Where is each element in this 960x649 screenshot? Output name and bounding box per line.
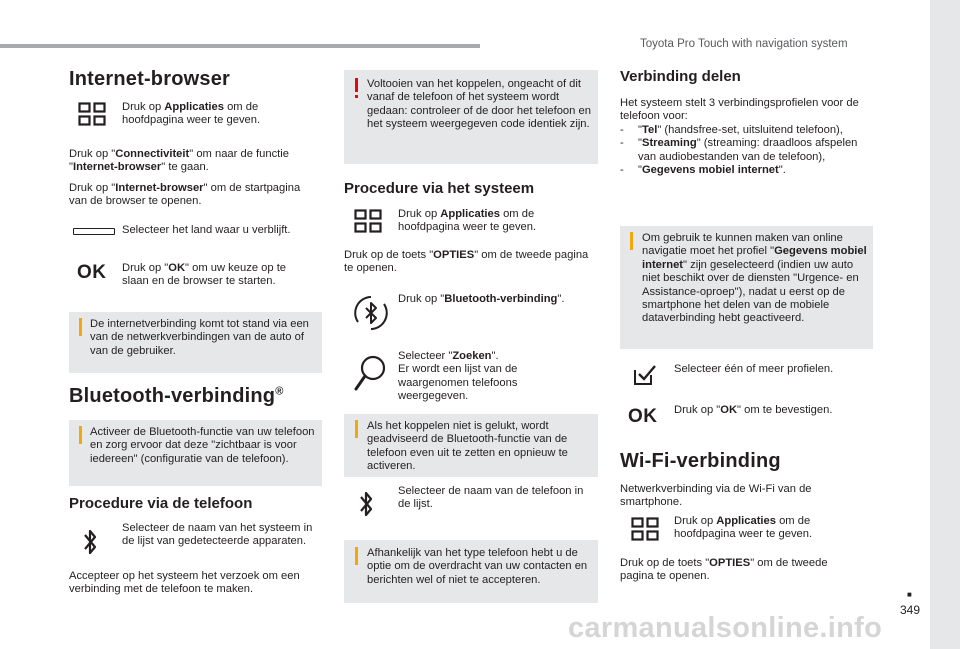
- step-ok-confirm: Druk op "OK" om te bevestigen.: [674, 404, 833, 416]
- step-ok-save: Druk op "OK" om uw keuze op te slaan en de browser te starten.: [122, 262, 287, 288]
- info-failed-text: Als het koppelen niet is gelukt, wordt geadviseerd de Bluetooth-functie van de telefoon even uit te zetten en opnieuw te activeren.: [367, 420, 568, 473]
- para-profiles-intro: Het systeem stelt 3 verbindingsprofielen voor de telefoon voor:: [620, 97, 859, 123]
- watermark: carmanualsonline.info: [568, 612, 883, 644]
- warning-dot: [355, 95, 358, 98]
- continued-marker: ■: [907, 590, 912, 599]
- list-item: - "Tel" (handsfree-set, uitsluitend telefoon),: [620, 124, 843, 136]
- step-bluetooth-connection: Druk op "Bluetooth-verbinding".: [398, 293, 565, 305]
- applications-grid-icon: [631, 517, 659, 541]
- ok-button-icon: OK: [628, 406, 658, 427]
- phone-procedure-title: Procedure via de telefoon: [69, 495, 253, 512]
- para-open-browser: Druk op "Internet-browser" om de startpagina van de browser te openen.: [69, 182, 301, 208]
- bluetooth-title-text: Bluetooth-verbinding: [69, 385, 276, 407]
- page-number: 349: [900, 603, 921, 617]
- info-online-text: Om gebruik te kunnen maken van online navigatie moet het profiel "Gegevens mobiel internet" zijn geselecteerd (indien uw auto niet beschikt over de diensten "Urgence- en Assistance-oproep"), nadat u eerst op de smartphone het delen van de mobiele dataverbinding hebt geactiveerd.: [642, 232, 867, 325]
- para-options-key: Druk op de toets "OPTIES" om de tweede pagina te openen.: [344, 249, 589, 275]
- step-applications-3: Druk op Applicaties om de hoofdpagina weer te geven.: [674, 515, 813, 541]
- step-search: Selecteer "Zoeken". Er wordt een lijst van de waargenomen telefoons weergegeven.: [398, 350, 518, 403]
- info-marker-icon: [355, 547, 358, 565]
- info-box-depends-phone: [344, 540, 598, 603]
- para-connectivity: Druk op "Connectiviteit" om naar de functie "Internet-browser" te gaan.: [69, 148, 289, 174]
- search-icon: [353, 353, 387, 393]
- wifi-title: Wi-Fi-verbinding: [620, 450, 781, 472]
- info-internet-text: De internetverbinding komt tot stand via een van de netwerkverbindingen van de auto of van de gebruiker.: [90, 318, 309, 357]
- info-bluetooth-text: Activeer de Bluetooth-functie van uw telefoon en zorg ervoor dat deze "zichtbaar is voor iedereen" (configuratie van de telefoon).: [90, 426, 315, 465]
- info-marker-icon: [355, 420, 358, 438]
- applications-grid-icon: [78, 102, 106, 126]
- side-panel: [930, 0, 960, 649]
- step-select-phone-name: Selecteer de naam van de telefoon in de lijst.: [398, 485, 584, 511]
- bluetooth-icon: [82, 526, 98, 558]
- info-box-online-navigation: [620, 226, 873, 349]
- step-select-system-name: Selecteer de naam van het systeem in de lijst van gedetecteerde apparaten.: [122, 522, 313, 548]
- ok-button-icon: OK: [77, 262, 107, 283]
- step-applications-2: Druk op Applicaties om de hoofdpagina weer te geven.: [398, 208, 537, 234]
- bluetooth-title: [69, 385, 284, 408]
- warning-box-complete-pairing: [344, 70, 598, 164]
- header-bar: [0, 44, 480, 48]
- bluetooth-circle-icon: [350, 292, 392, 334]
- info-box-pairing-failed: [344, 414, 598, 477]
- applications-grid-icon: [354, 209, 382, 233]
- para-accept-request: Accepteer op het systeem het verzoek om een verbinding met de telefoon te maken.: [69, 570, 300, 596]
- country-bar-icon: [73, 228, 115, 235]
- list-item: - "Gegevens mobiel internet".: [620, 164, 786, 177]
- share-connection-title: Verbinding delen: [620, 68, 741, 85]
- header-title: Toyota Pro Touch with navigation system: [640, 38, 848, 50]
- info-box-bluetooth: [69, 420, 322, 486]
- registered-mark: ®: [275, 385, 284, 398]
- info-marker-icon: [630, 232, 633, 250]
- checkbox-icon: [633, 364, 657, 386]
- list-item: - "Streaming" (streaming: draadloos afspelen van audiobestanden van de telefoon),: [620, 137, 858, 163]
- system-procedure-title: Procedure via het systeem: [344, 180, 535, 197]
- warning-complete-text: Voltooien van het koppelen, ongeacht of dit vanaf de telefoon of het systeem wordt gedaan: controleer of de door het telefoon en het systeem weergegeven code identiek zijn.: [367, 78, 591, 131]
- step-applications: Druk op Applicaties om de hoofdpagina weer te geven.: [122, 101, 261, 127]
- warning-marker-icon: [355, 78, 358, 92]
- profiles-list: [620, 124, 870, 178]
- step-select-country: Selecteer het land waar u verblijft.: [122, 224, 291, 236]
- info-depends-text: Afhankelijk van het type telefoon hebt u de optie om de overdracht van uw contacten en berichten wel of niet te accepteren.: [367, 547, 588, 586]
- para-wifi: Netwerkverbinding via de Wi-Fi van de smartphone.: [620, 483, 812, 509]
- step-select-profiles: Selecteer één of meer profielen.: [674, 363, 834, 375]
- info-marker-icon: [79, 426, 82, 444]
- bluetooth-icon: [358, 488, 374, 520]
- info-marker-icon: [79, 318, 82, 336]
- internet-browser-title: Internet-browser: [69, 68, 231, 90]
- info-box-internet: [69, 312, 322, 373]
- para-options-key-2: Druk op de toets "OPTIES" om de tweede pagina te openen.: [620, 557, 828, 583]
